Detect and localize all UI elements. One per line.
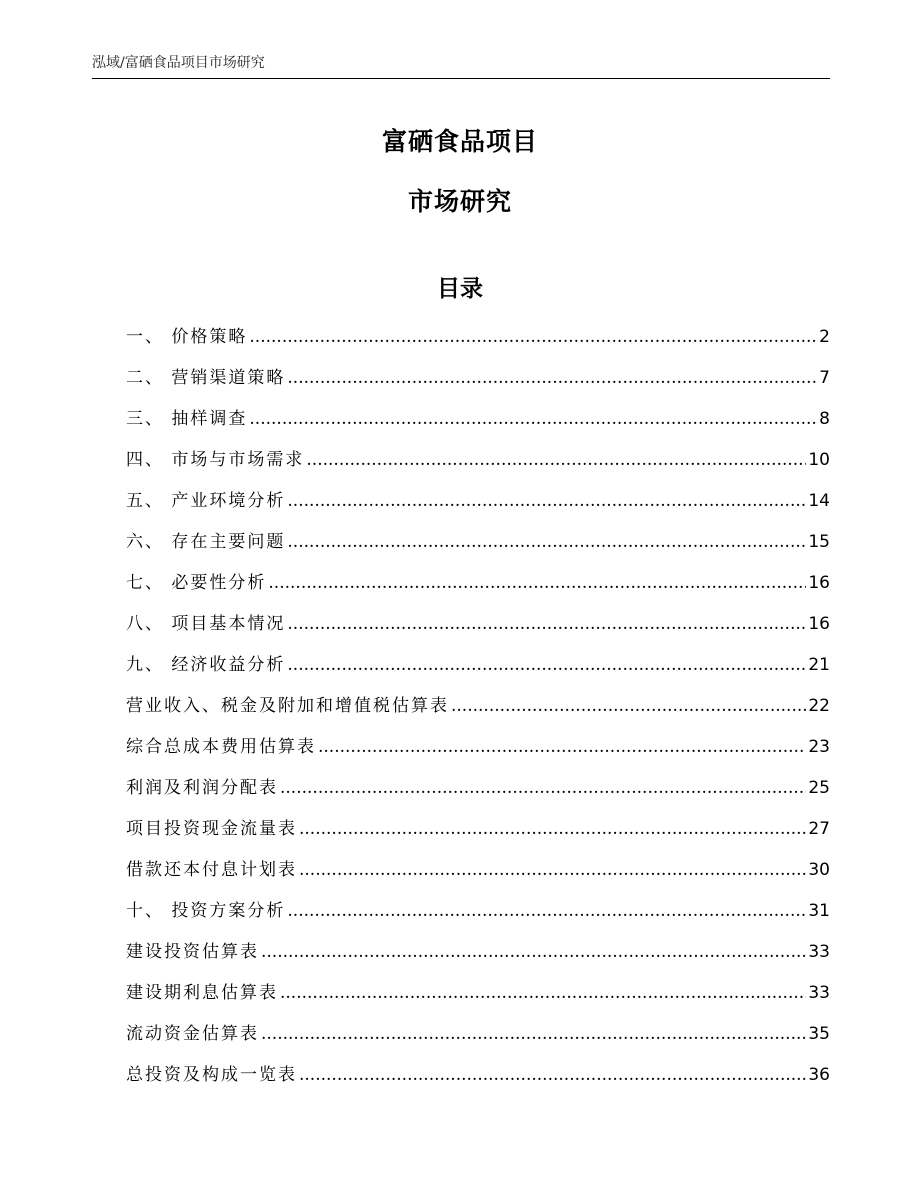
toc-dot-leader bbox=[287, 368, 817, 388]
toc-entry-page-number: 7 bbox=[819, 368, 830, 388]
toc-entry-page-number: 27 bbox=[808, 819, 830, 839]
toc-entry[interactable] bbox=[126, 322, 830, 363]
toc-dot-leader bbox=[280, 778, 806, 798]
toc-entry[interactable] bbox=[126, 363, 830, 404]
toc-entry-page-number: 2 bbox=[819, 327, 830, 347]
table-of-contents bbox=[126, 322, 830, 1101]
toc-entry-page-number: 33 bbox=[808, 983, 830, 1003]
toc-entry[interactable] bbox=[126, 1019, 830, 1060]
toc-entry-page-number: 14 bbox=[808, 491, 830, 511]
running-header: 泓域/富硒食品项目市场研究 bbox=[92, 55, 265, 71]
toc-dot-leader bbox=[287, 901, 806, 921]
toc-entry-label: 建设投资估算表 bbox=[126, 942, 259, 962]
toc-entry-page-number: 30 bbox=[808, 860, 830, 880]
toc-entry-label: 利润及利润分配表 bbox=[126, 778, 278, 798]
toc-entry-label: 八、 项目基本情况 bbox=[126, 614, 286, 634]
toc-entry-page-number: 10 bbox=[808, 450, 830, 470]
toc-entry[interactable] bbox=[126, 732, 830, 773]
toc-dot-leader bbox=[287, 655, 806, 675]
document-subtitle: 市场研究 bbox=[407, 187, 512, 216]
document-title: 富硒食品项目 bbox=[381, 127, 538, 156]
toc-entry-page-number: 16 bbox=[808, 573, 830, 593]
toc-dot-leader bbox=[249, 327, 817, 347]
toc-dot-leader bbox=[249, 409, 817, 429]
toc-entry-label: 七、 必要性分析 bbox=[126, 573, 267, 593]
toc-entry[interactable] bbox=[126, 486, 830, 527]
toc-dot-leader bbox=[287, 491, 806, 511]
toc-entry[interactable] bbox=[126, 691, 830, 732]
header-divider bbox=[92, 78, 830, 79]
toc-entry[interactable] bbox=[126, 814, 830, 855]
toc-entry[interactable] bbox=[126, 896, 830, 937]
toc-entry-label: 项目投资现金流量表 bbox=[126, 819, 297, 839]
toc-entry-page-number: 16 bbox=[808, 614, 830, 634]
toc-dot-leader bbox=[451, 696, 806, 716]
toc-entry-label: 二、 营销渠道策略 bbox=[126, 368, 286, 388]
toc-entry-label: 三、 抽样调查 bbox=[126, 409, 248, 429]
toc-entry-page-number: 25 bbox=[808, 778, 830, 798]
toc-entry[interactable] bbox=[126, 445, 830, 486]
toc-dot-leader bbox=[287, 614, 806, 634]
toc-entry-page-number: 23 bbox=[808, 737, 830, 757]
toc-entry-label: 十、 投资方案分析 bbox=[126, 901, 286, 921]
toc-entry-page-number: 15 bbox=[808, 532, 830, 552]
toc-entry[interactable] bbox=[126, 937, 830, 978]
toc-entry-label: 营业收入、税金及附加和增值税估算表 bbox=[126, 696, 449, 716]
toc-dot-leader bbox=[261, 1024, 806, 1044]
toc-entry-label: 建设期利息估算表 bbox=[126, 983, 278, 1003]
toc-entry[interactable] bbox=[126, 527, 830, 568]
toc-entry[interactable] bbox=[126, 1060, 830, 1101]
toc-entry-label: 六、 存在主要问题 bbox=[126, 532, 286, 552]
toc-entry-page-number: 35 bbox=[808, 1024, 830, 1044]
toc-entry-label: 综合总成本费用估算表 bbox=[126, 737, 316, 757]
toc-entry-page-number: 8 bbox=[819, 409, 830, 429]
toc-entry-label: 一、 价格策略 bbox=[126, 327, 248, 347]
toc-dot-leader bbox=[299, 1065, 806, 1085]
toc-entry-page-number: 22 bbox=[808, 696, 830, 716]
toc-entry[interactable] bbox=[126, 650, 830, 691]
toc-heading: 目录 bbox=[437, 276, 483, 302]
toc-entry[interactable] bbox=[126, 404, 830, 445]
toc-dot-leader bbox=[318, 737, 806, 757]
toc-dot-leader bbox=[306, 450, 806, 470]
toc-entry[interactable] bbox=[126, 568, 830, 609]
toc-dot-leader bbox=[287, 532, 806, 552]
toc-dot-leader bbox=[268, 573, 806, 593]
toc-dot-leader bbox=[299, 819, 806, 839]
toc-entry[interactable] bbox=[126, 773, 830, 814]
toc-entry[interactable] bbox=[126, 855, 830, 896]
toc-dot-leader bbox=[299, 860, 806, 880]
toc-entry-label: 九、 经济收益分析 bbox=[126, 655, 286, 675]
toc-entry-page-number: 21 bbox=[808, 655, 830, 675]
toc-entry-label: 流动资金估算表 bbox=[126, 1024, 259, 1044]
toc-dot-leader bbox=[261, 942, 806, 962]
toc-entry-label: 总投资及构成一览表 bbox=[126, 1065, 297, 1085]
toc-entry-label: 五、 产业环境分析 bbox=[126, 491, 286, 511]
toc-entry-label: 借款还本付息计划表 bbox=[126, 860, 297, 880]
toc-entry-page-number: 33 bbox=[808, 942, 830, 962]
toc-entry[interactable] bbox=[126, 978, 830, 1019]
toc-entry[interactable] bbox=[126, 609, 830, 650]
toc-dot-leader bbox=[280, 983, 806, 1003]
toc-entry-label: 四、 市场与市场需求 bbox=[126, 450, 305, 470]
toc-entry-page-number: 31 bbox=[808, 901, 830, 921]
toc-entry-page-number: 36 bbox=[808, 1065, 830, 1085]
